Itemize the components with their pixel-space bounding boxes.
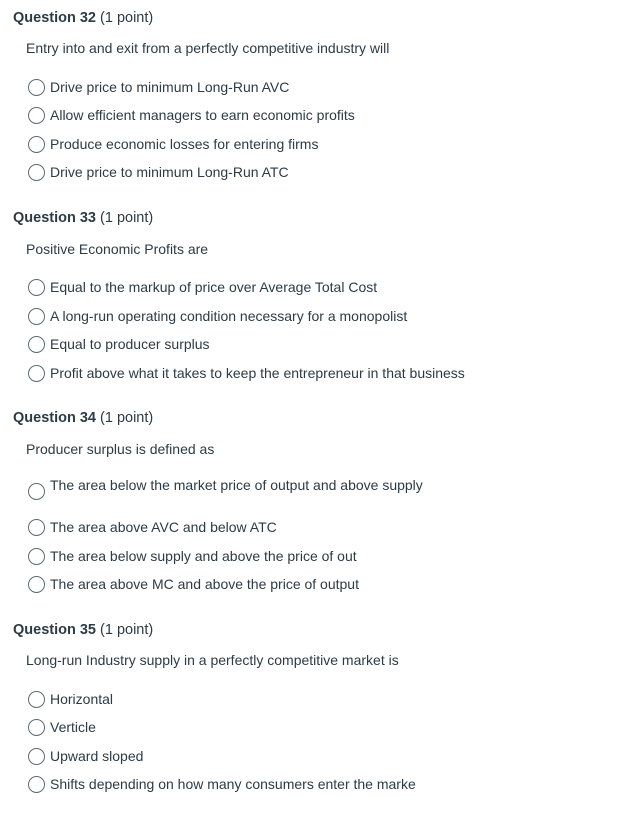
- answer-option[interactable]: [28, 134, 318, 154]
- question-header: [13, 410, 153, 426]
- answer-option[interactable]: [28, 746, 143, 766]
- answer-option[interactable]: [28, 475, 423, 495]
- option-label[interactable]: Upward sloped: [50, 748, 144, 764]
- answer-option[interactable]: [28, 574, 359, 594]
- answer-option[interactable]: [28, 363, 465, 383]
- radio-button[interactable]: [28, 136, 45, 153]
- answer-option[interactable]: [28, 717, 96, 737]
- option-label[interactable]: The area above AVC and below ATC: [50, 519, 277, 535]
- question-prompt: Entry into and exit from a perfectly competitive industry will: [26, 40, 390, 56]
- radio-button[interactable]: [28, 691, 45, 708]
- answer-option[interactable]: [28, 77, 289, 97]
- question-header: [13, 622, 153, 638]
- question-title: Question 34: [13, 410, 96, 426]
- question-header: [13, 10, 153, 26]
- radio-button[interactable]: [28, 107, 45, 124]
- question-header: [13, 210, 153, 226]
- option-label[interactable]: The area below the market price of output and above supply: [50, 477, 423, 493]
- option-label[interactable]: Drive price to minimum Long-Run ATC: [50, 164, 289, 180]
- question-prompt: Positive Economic Profits are: [26, 241, 209, 257]
- option-label[interactable]: Equal to the markup of price over Average Total Cost: [50, 279, 378, 295]
- radio-button[interactable]: [28, 776, 45, 793]
- question-points: (1 point): [100, 622, 154, 638]
- answer-option[interactable]: [28, 774, 416, 794]
- answer-option[interactable]: [28, 546, 357, 566]
- answer-option[interactable]: [28, 277, 377, 297]
- radio-button[interactable]: [28, 164, 45, 181]
- option-label[interactable]: The area above MC and above the price of output: [50, 576, 359, 592]
- option-label[interactable]: Equal to producer surplus: [50, 336, 210, 352]
- option-label[interactable]: Shifts depending on how many consumers enter the marke: [50, 776, 416, 792]
- radio-button[interactable]: [28, 79, 45, 96]
- radio-button[interactable]: [28, 719, 45, 736]
- option-label[interactable]: Profit above what it takes to keep the entrepreneur in that business: [50, 365, 465, 381]
- answer-option[interactable]: [28, 105, 355, 125]
- option-label[interactable]: Allow efficient managers to earn economic profits: [50, 107, 355, 123]
- question-title: Question 32: [13, 10, 96, 26]
- question-prompt: Long-run Industry supply in a perfectly competitive market is: [26, 652, 399, 668]
- radio-button[interactable]: [28, 279, 45, 296]
- question-points: (1 point): [100, 10, 154, 26]
- question-title: Question 35: [13, 622, 96, 638]
- option-label[interactable]: A long-run operating condition necessary for a monopolist: [50, 308, 408, 324]
- radio-button[interactable]: [28, 308, 45, 325]
- answer-option[interactable]: [28, 306, 407, 326]
- option-label[interactable]: Drive price to minimum Long-Run AVC: [50, 79, 290, 95]
- option-label[interactable]: Verticle: [50, 719, 96, 735]
- radio-button[interactable]: [28, 336, 45, 353]
- radio-button[interactable]: [28, 483, 45, 500]
- answer-option[interactable]: [28, 517, 277, 537]
- answer-option[interactable]: [28, 162, 289, 182]
- option-label[interactable]: Produce economic losses for entering firms: [50, 136, 319, 152]
- radio-button[interactable]: [28, 576, 45, 593]
- question-points: (1 point): [100, 210, 154, 226]
- radio-button[interactable]: [28, 748, 45, 765]
- answer-option[interactable]: [28, 334, 210, 354]
- question-points: (1 point): [100, 410, 154, 426]
- answer-option[interactable]: [28, 689, 113, 709]
- option-label[interactable]: The area below supply and above the price of out: [50, 548, 357, 564]
- question-title: Question 33: [13, 210, 96, 226]
- radio-button[interactable]: [28, 519, 45, 536]
- radio-button[interactable]: [28, 548, 45, 565]
- radio-button[interactable]: [28, 365, 45, 382]
- question-prompt: Producer surplus is defined as: [26, 441, 215, 457]
- option-label[interactable]: Horizontal: [50, 691, 114, 707]
